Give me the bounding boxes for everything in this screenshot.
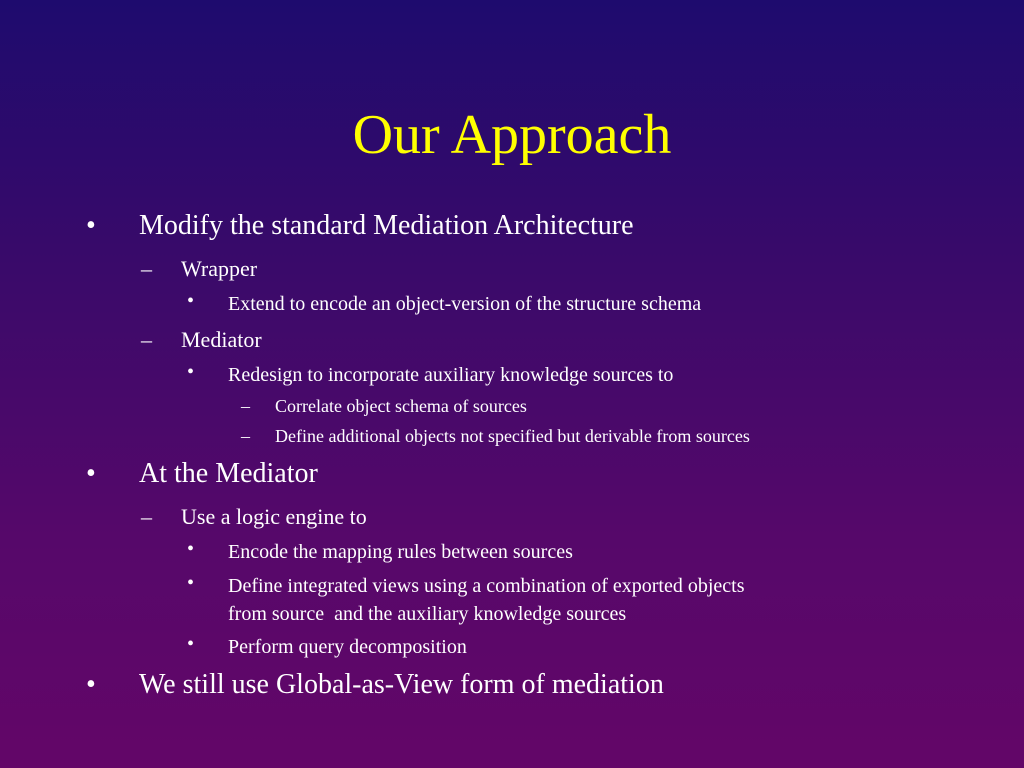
slide-title: Our Approach (352, 104, 672, 166)
sub-sub-bullet-text: Perform query decomposition (228, 636, 467, 658)
sub-bullet-text: Mediator (181, 327, 262, 352)
sub-sub-bullet-text: Extend to encode an object-version of the structure schema (228, 293, 702, 315)
dash-marker: – (241, 396, 250, 416)
bullet-marker: • (187, 572, 195, 594)
bullet-marker: • (86, 210, 96, 241)
dash-marker: – (241, 426, 250, 446)
sub-sub-bullet-text: Redesign to incorporate auxiliary knowledge sources to (228, 364, 674, 386)
level4-bullet-text: Correlate object schema of sources (275, 396, 527, 416)
bullet-marker: • (187, 538, 195, 560)
sub-sub-bullet-text-line2: from source and the auxiliary knowledge sources (228, 603, 627, 625)
sub-bullet-text: Wrapper (181, 256, 258, 281)
bullet-marker: • (86, 669, 96, 700)
bullet-marker: • (187, 633, 195, 655)
bullet-marker: • (86, 458, 96, 489)
dash-marker: – (141, 504, 152, 529)
bullet-text: Modify the standard Mediation Architecture (139, 210, 634, 241)
bullet-marker: • (187, 290, 195, 312)
bullet-marker: • (187, 361, 195, 383)
level4-bullet-text: Define additional objects not specified but derivable from sources (275, 426, 750, 446)
sub-sub-bullet-text-line1: Define integrated views using a combination of exported objects (228, 575, 745, 597)
sub-bullet-text: Use a logic engine to (181, 504, 367, 529)
bullet-text: At the Mediator (139, 458, 318, 489)
dash-marker: – (141, 327, 152, 352)
sub-sub-bullet-text: Encode the mapping rules between sources (228, 541, 573, 563)
dash-marker: – (141, 256, 152, 281)
bullet-text: We still use Global-as-View form of mediation (139, 669, 664, 700)
